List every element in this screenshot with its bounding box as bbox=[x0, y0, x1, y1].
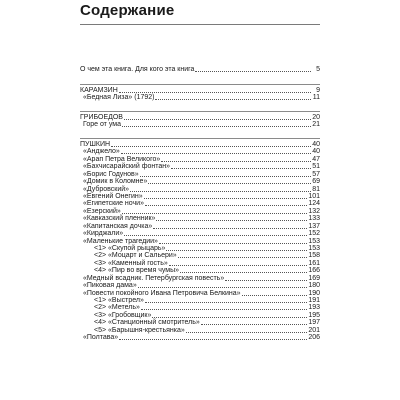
toc-entry-label: <2> «Моцарт и Сальери» bbox=[94, 252, 177, 260]
dot-leader bbox=[121, 153, 311, 154]
toc-entry-label: ГРИБОЕДОВ bbox=[80, 114, 123, 121]
dot-leader bbox=[124, 119, 311, 120]
dot-leader bbox=[148, 183, 311, 184]
toc-entry-page-number: 5 bbox=[316, 66, 320, 73]
dot-leader bbox=[122, 213, 308, 214]
dot-leader bbox=[119, 339, 307, 340]
toc-entry-page-number: 124 bbox=[308, 200, 320, 208]
toc-entry-label: «Бедная Лиза» (1792) bbox=[83, 94, 155, 102]
dot-leader bbox=[140, 176, 311, 177]
toc-entry bbox=[80, 94, 320, 102]
toc-intro-entry bbox=[80, 66, 320, 74]
toc-entry-page-number: 191 bbox=[308, 297, 320, 305]
toc-entry-label: <1> «Скупой рыцарь» bbox=[94, 245, 166, 253]
dot-leader bbox=[195, 71, 311, 72]
toc-entry-page-number: 47 bbox=[312, 155, 320, 163]
toc-entry-label: «Полтава» bbox=[83, 334, 119, 342]
toc-entry-label: «Евгений Онегин» bbox=[83, 193, 143, 200]
toc-entry-label: Горе от ума bbox=[83, 121, 121, 129]
toc-entry-page-number: 137 bbox=[308, 222, 320, 230]
toc-entry-label: <3> «Гробовщик» bbox=[94, 311, 152, 319]
dot-leader bbox=[166, 250, 307, 251]
toc-entry-page-number: 152 bbox=[308, 230, 320, 238]
toc-entry-page-number: 193 bbox=[308, 304, 320, 312]
toc-entry-page-number: 161 bbox=[308, 259, 320, 267]
dot-leader bbox=[152, 317, 307, 318]
dot-leader bbox=[242, 295, 308, 296]
page-title: Содержание bbox=[80, 2, 175, 19]
dot-leader bbox=[171, 168, 311, 169]
dot-leader bbox=[186, 332, 308, 333]
dot-leader bbox=[180, 272, 307, 273]
toc-entry-label: ПУШКИН bbox=[80, 141, 111, 148]
toc-entry-page-number: 9 bbox=[316, 87, 320, 94]
toc-entry bbox=[80, 334, 320, 342]
toc-entry-page-number: 133 bbox=[308, 215, 320, 223]
toc-entry-page-number: 166 bbox=[308, 267, 320, 275]
dot-leader bbox=[161, 161, 311, 162]
toc-entry-page-number: 11 bbox=[312, 94, 320, 102]
toc-entry-page-number: 40 bbox=[312, 148, 320, 156]
dot-leader bbox=[119, 92, 311, 93]
toc-entry-page-number: 180 bbox=[308, 282, 320, 290]
dot-leader bbox=[130, 191, 311, 192]
toc-entry-page-number: 51 bbox=[312, 163, 320, 171]
title-rule bbox=[80, 24, 320, 25]
toc-entry-label: «Езерский» bbox=[83, 207, 121, 215]
toc-entry-label: <4> «Пир во время чумы» bbox=[94, 267, 180, 275]
dot-leader bbox=[145, 205, 307, 206]
toc-entry-label: «Анджело» bbox=[83, 148, 120, 156]
toc-entry-label: «Борис Годунов» bbox=[83, 170, 139, 178]
toc-entry-label: <4> «Станционный смотритель» bbox=[94, 319, 200, 327]
dot-leader bbox=[156, 220, 307, 221]
toc-entry bbox=[80, 121, 320, 129]
dot-leader bbox=[111, 146, 311, 147]
toc-entry-label: «Капитанская дочка» bbox=[83, 222, 153, 230]
dot-leader bbox=[124, 235, 307, 236]
section-divider bbox=[80, 111, 320, 112]
toc-entry-label: «Медный всадник. Петербургская повесть» bbox=[83, 274, 225, 282]
dot-leader bbox=[178, 257, 308, 258]
toc-entry-page-number: 153 bbox=[308, 237, 320, 245]
toc-entry-page-number: 153 bbox=[308, 245, 320, 253]
toc-entry-label: «Арап Петра Великого» bbox=[83, 155, 161, 163]
toc-entry-page-number: 101 bbox=[308, 193, 320, 200]
section-divider bbox=[80, 138, 320, 139]
toc-entry-page-number: 57 bbox=[312, 170, 320, 178]
toc-entry-label: О чем эта книга. Для кого эта книга bbox=[80, 66, 195, 73]
toc-entry-page-number: 81 bbox=[312, 185, 320, 193]
toc-entry-page-number: 21 bbox=[312, 121, 320, 129]
dot-leader bbox=[155, 99, 311, 100]
toc-entry-label: «Повести покойного Ивана Петровича Белкина» bbox=[83, 289, 241, 297]
toc-entry-page-number: 20 bbox=[312, 114, 320, 121]
toc-entry-page-number: 197 bbox=[308, 319, 320, 327]
toc-entry-page-number: 195 bbox=[308, 311, 320, 319]
toc-entry-label: <2> «Метель» bbox=[94, 304, 140, 312]
toc-entry-page-number: 190 bbox=[308, 289, 320, 297]
dot-leader bbox=[169, 265, 308, 266]
dot-leader bbox=[225, 280, 307, 281]
toc-entry-label: <5> «Барышня-крестьянка» bbox=[94, 326, 185, 334]
toc-entry-label: «Домик в Коломне» bbox=[83, 178, 148, 186]
toc-entry-page-number: 132 bbox=[308, 207, 320, 215]
toc-entry-label: «Кирджали» bbox=[83, 230, 124, 238]
toc-entry-page-number: 206 bbox=[308, 334, 320, 342]
dot-leader bbox=[122, 126, 311, 127]
toc-entry-label: «Маленькие трагедии» bbox=[83, 237, 158, 245]
toc-entry-label: «Бахчисарайский фонтан» bbox=[83, 163, 170, 171]
section-divider bbox=[80, 84, 320, 85]
toc-entry-page-number: 169 bbox=[308, 274, 320, 282]
toc-entry-label: КАРАМЗИН bbox=[80, 87, 118, 94]
toc-entry-page-number: 158 bbox=[308, 252, 320, 260]
toc-entry-label: «Пиковая дама» bbox=[83, 282, 137, 290]
dot-leader bbox=[153, 228, 307, 229]
dot-leader bbox=[141, 309, 307, 310]
toc-entry-label: «Кавказский пленник» bbox=[83, 215, 156, 223]
toc-entry-label: <1> «Выстрел» bbox=[94, 297, 144, 305]
dot-leader bbox=[138, 287, 308, 288]
dot-leader bbox=[145, 302, 307, 303]
dot-leader bbox=[159, 243, 307, 244]
toc-entry-label: «Дубровский» bbox=[83, 185, 130, 193]
toc-entry-label: «Египетские ночи» bbox=[83, 200, 144, 208]
dot-leader bbox=[201, 324, 308, 325]
dot-leader bbox=[144, 198, 308, 199]
toc-entry-page-number: 201 bbox=[308, 326, 320, 334]
toc-entry-page-number: 69 bbox=[312, 178, 320, 186]
toc-entry-label: <3> «Каменный гость» bbox=[94, 259, 168, 267]
toc-entry-page-number: 40 bbox=[312, 141, 320, 148]
